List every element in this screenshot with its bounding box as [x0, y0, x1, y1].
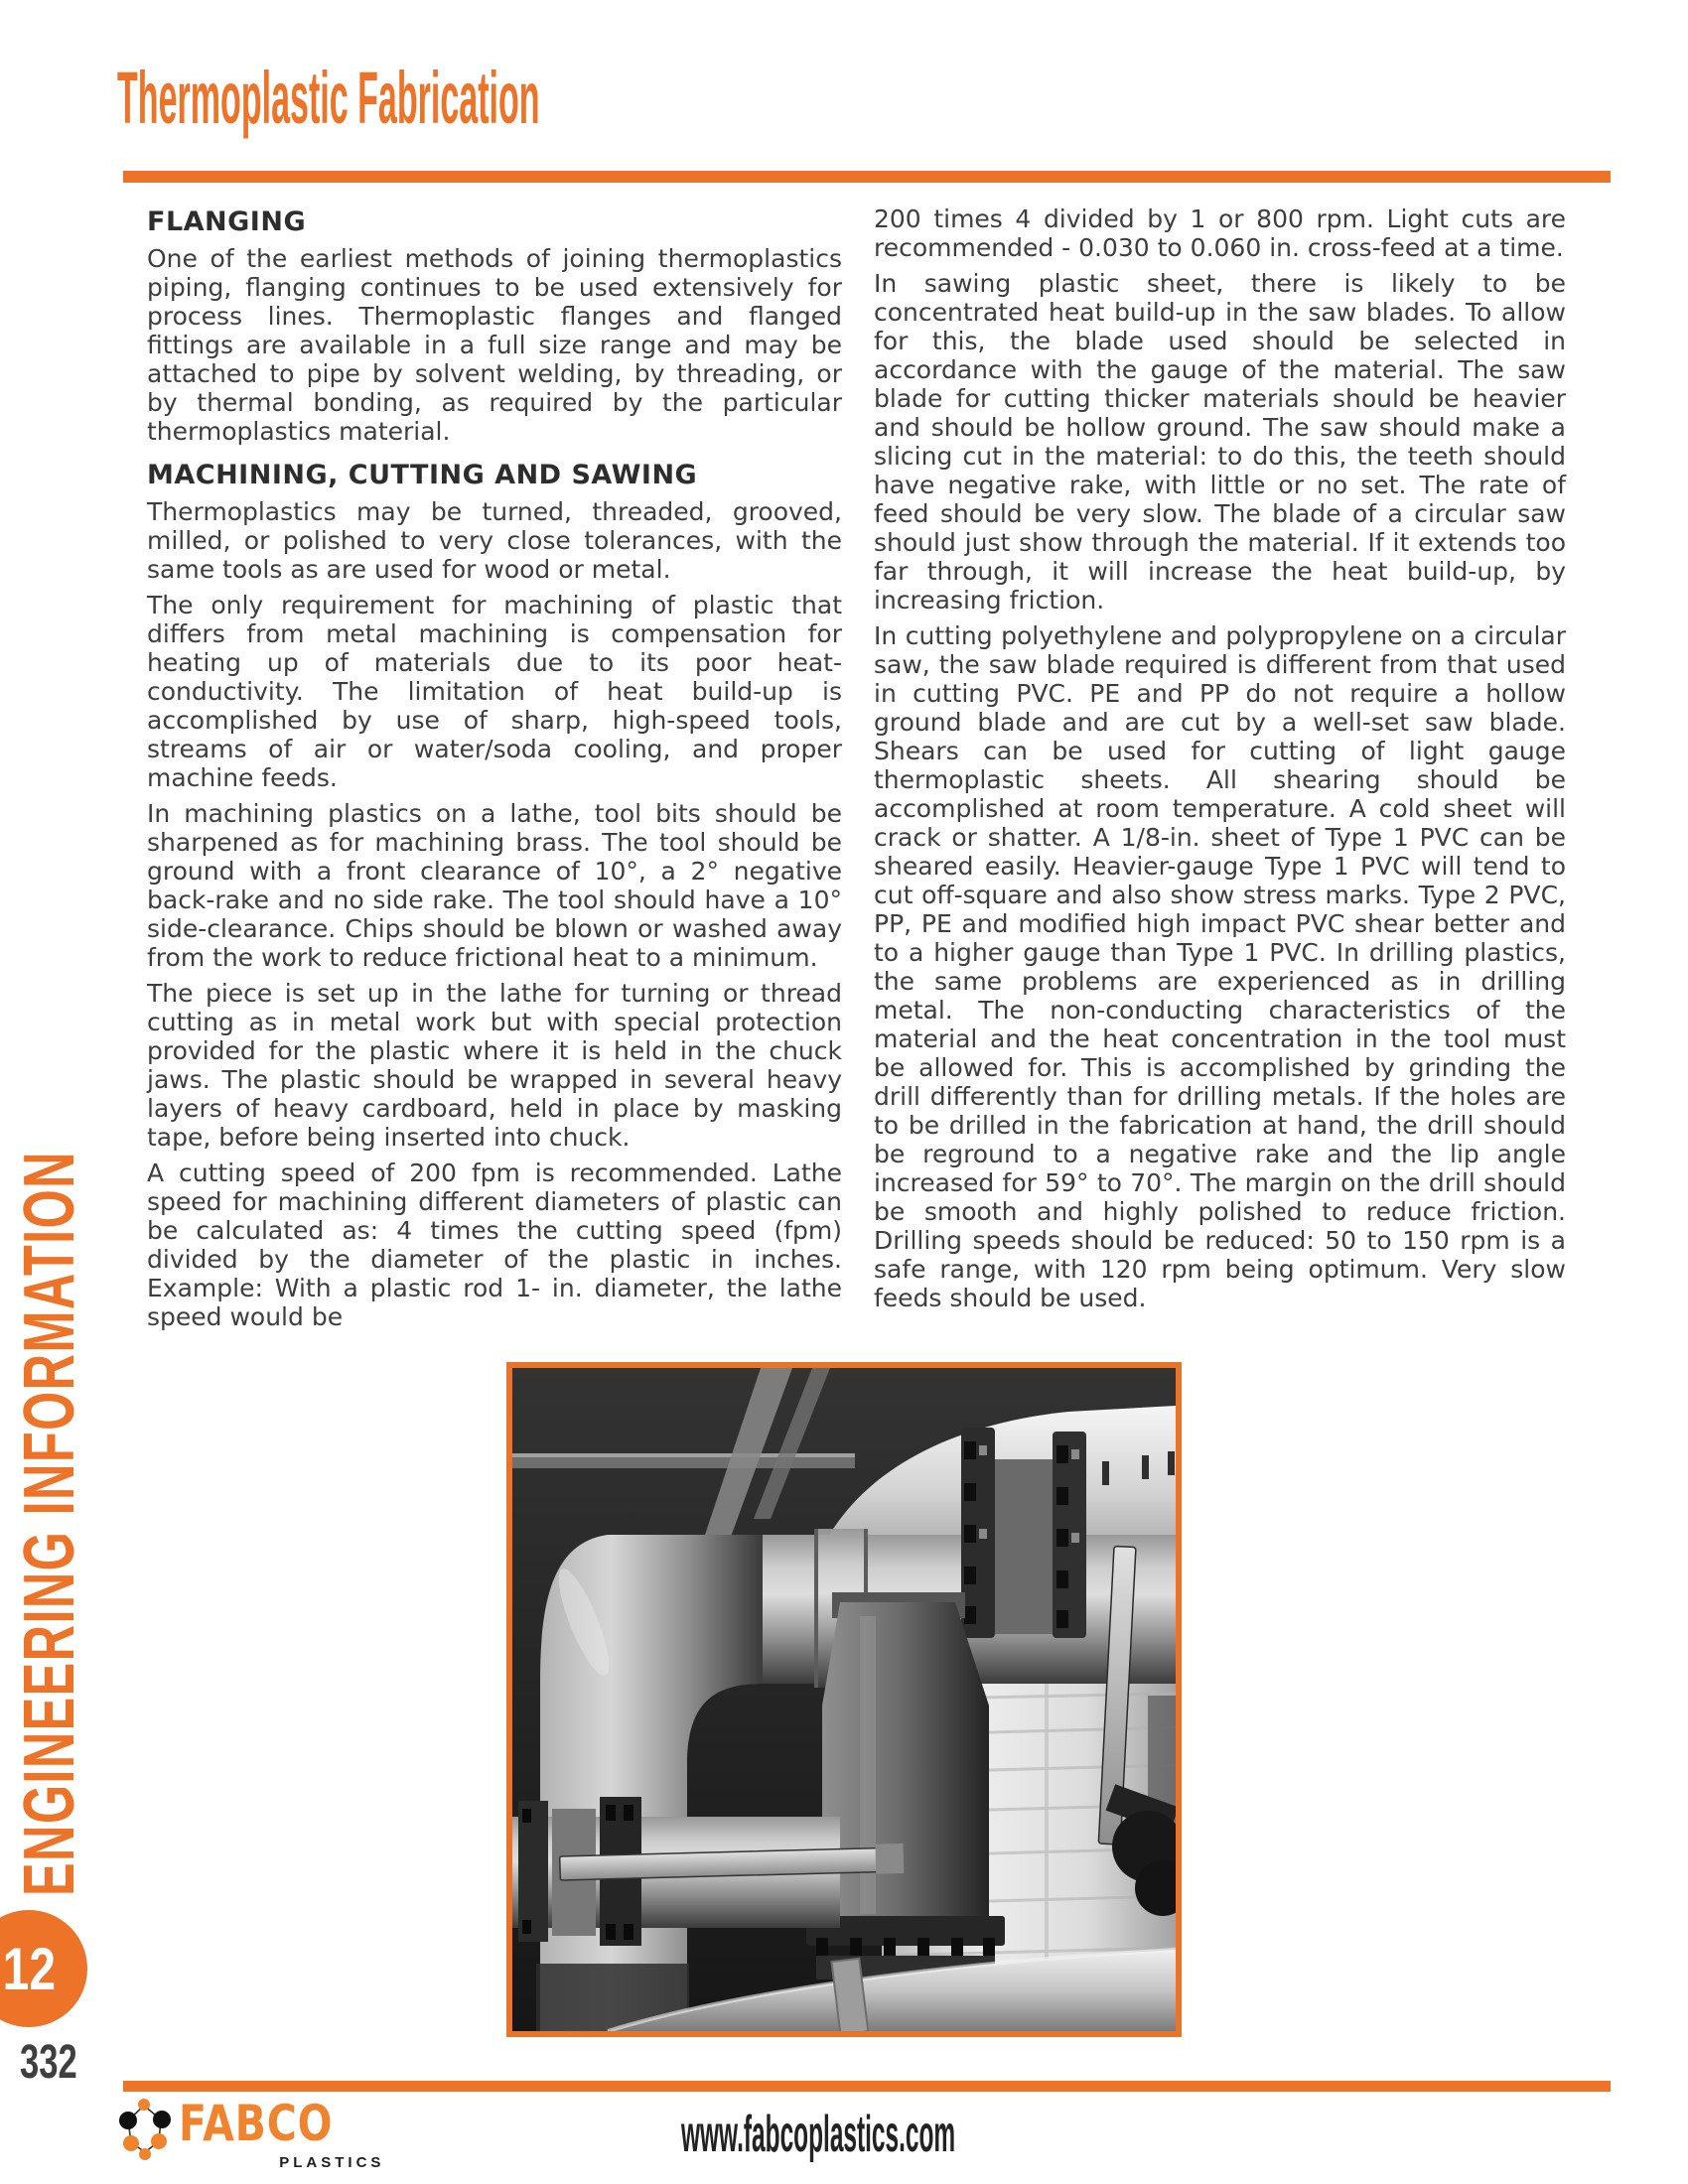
sidebar-vertical-label: ENGINEERING INFORMATION — [10, 1151, 89, 1896]
piping-photo — [506, 1362, 1182, 2037]
body-paragraph: Thermoplastics may be turned, threaded, grooved, milled, or polished to very close tolerances, with the same tools as are used for wood or metal. — [147, 497, 842, 584]
fabco-logo — [119, 2095, 385, 2171]
article-right-column — [874, 205, 1566, 1319]
body-paragraph: In sawing plastic sheet, there is likely to be concentrated heat build-up in the saw blades. To allow for this, the blade used should be selected in accordance with the gauge of the material. The saw blade for cutting thicker materials should be heavier and should be hollow ground. The saw should make a slicing cut in the material: to do this, the teeth should have negative rake, with little or no set. The rate of feed should be very slow. The blade of a circular saw should just show through the material. If it extends too far through, it will increase the heat build-up, by increasing friction. — [874, 269, 1566, 614]
website-url: www.fabcoplastics.com — [681, 2106, 956, 2163]
section-heading: FLANGING — [147, 206, 307, 237]
body-paragraph: A cutting speed of 200 fpm is recommended. Lathe speed for machining different diameters of plastic can be calculated as: 4 times the cutting speed (fpm) divided by the diameter of the plastic in inches. Example: With a plastic rod 1- in. diameter, the lathe speed would be — [147, 1159, 842, 1331]
section-tab-number: 12 — [2, 1935, 56, 2002]
body-paragraph: In cutting polyethylene and polypropylene on a circular saw, the saw blade required is different from that used in cutting PVC. PE and PP do not require a hollow ground blade and are cut by a well-set saw blade. Shears can be used for cutting of light gauge thermoplastic sheets. All shearing should be accomplished at room temperature. A cold sheet will crack or shatter. A 1/8-in. sheet of Type 1 PVC can be sheared easily. Heavier-gauge Type 1 PVC will tend to cut off-square and also show stress marks. Type 2 PVC, PP, PE and modified high impact PVC shear better and to a higher gauge than Type 1 PVC. In drilling plastics, the same problems are experienced as in drilling metal. The non-conducting characteristics of the material and the heat concentration in the tool must be allowed for. This is accomplished by grinding the drill differently than for drilling metals. If the holes are to be drilled in the fabrication at hand, the drill should be reground to a negative rake and the lip angle increased for 59° to 70°. The margin on the drill should be smooth and highly polished to reduce friction. Drilling speeds should be reduced: 50 to 150 rpm is a safe range, with 120 rpm being optimum. Very slow feeds should be used. — [874, 621, 1566, 1312]
page-number: 332 — [20, 2036, 77, 2089]
piping-photo-illustration — [512, 1368, 1176, 2031]
header-rule — [123, 171, 1611, 183]
logo-brand-text: FABCO — [179, 2095, 334, 2152]
body-paragraph: The piece is set up in the lathe for turning or thread cutting as in metal work but with special protection provided for the plastic where it is held in the chuck jaws. The plastic should be wrapped in several heavy layers of heavy cardboard, held in place by masking tape, before being inserted into chuck. — [147, 979, 842, 1152]
body-paragraph: The only requirement for machining of plastic that differs from metal machining is compensation for heating up of materials due to its poor heat-conductivity. The limitation of heat build-up is accomplished by use of sharp, high-speed tools, streams of air or water/soda cooling, and proper machine feeds. — [147, 591, 842, 792]
body-paragraph: 200 times 4 divided by 1 or 800 rpm. Light cuts are recommended - 0.030 to 0.060 in. cross-feed at a time. — [874, 205, 1566, 262]
molecule-icon — [119, 2097, 171, 2162]
body-paragraph: In machining plastics on a lathe, tool bits should be sharpened as for machining brass. The tool should be ground with a front clearance of 10°, a 2° negative back-rake and no side rake. The tool should have a 10° side-clearance. Chips should be blown or washed away from the work to reduce frictional heat to a minimum. — [147, 799, 842, 972]
body-paragraph: One of the earliest methods of joining thermoplastics piping, flanging continues to be used extensively for process lines. Thermoplastic flanges and flanged fittings are available in a full size range and may be attached to pipe by solvent welding, by threading, or by thermal bonding, as required by the particular thermoplastics material. — [147, 244, 842, 446]
logo-sub-text: PLASTICS — [279, 2154, 385, 2171]
section-heading: MACHINING, CUTTING AND SAWING — [147, 460, 698, 490]
article-left-column — [147, 205, 842, 1338]
page-title: Thermoplastic Fabrication — [117, 57, 540, 139]
section-tab-badge — [0, 1910, 87, 2027]
footer-rule — [123, 2081, 1611, 2092]
